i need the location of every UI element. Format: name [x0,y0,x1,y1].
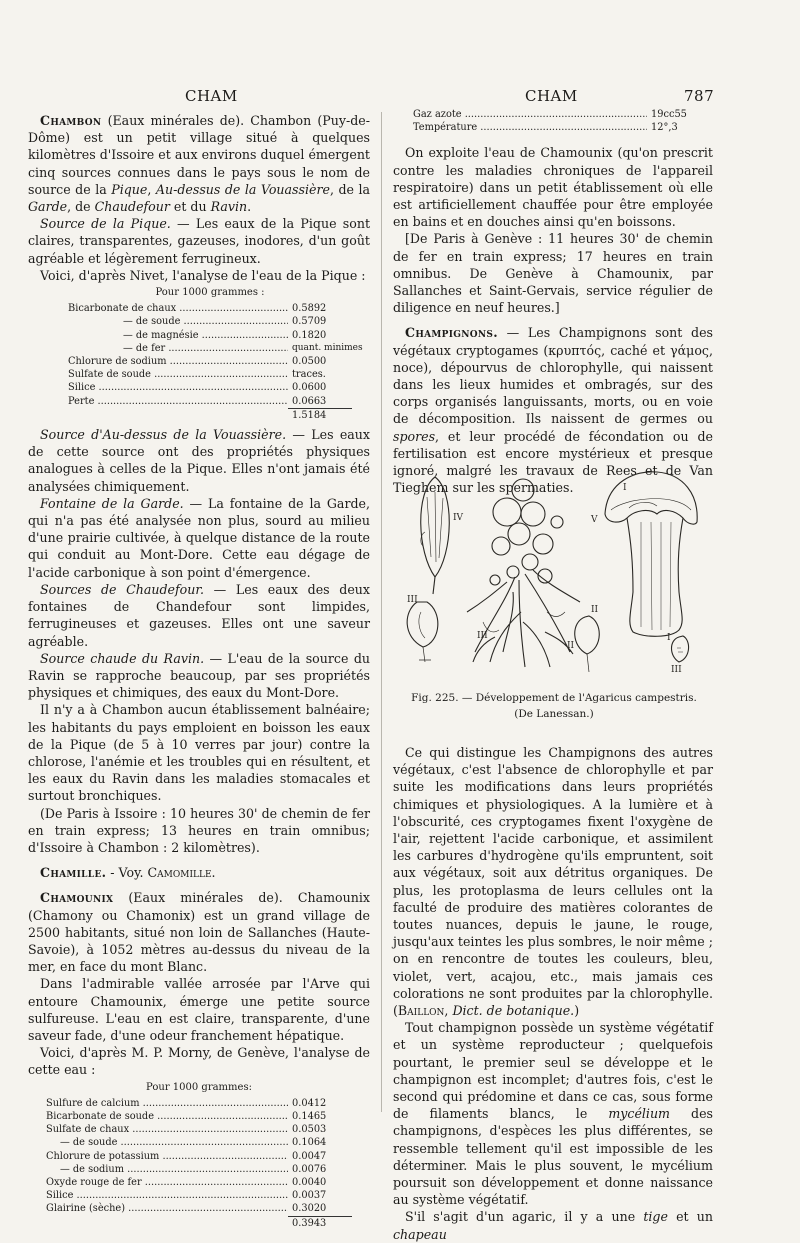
label-ii-center: II [567,641,575,651]
paragraph-exploit: On exploite l'eau de Chamounix (qu'on prescrit contre les maladies chroniques de l'appareil respiratoire) dans un petit établissement où elle est artificiellement chauffée pour être employée en bains et en douches ainsi qu'en boissons. [393,145,713,230]
headword-champignons: Champignons. [405,325,498,341]
citation-work: Dict. de botanique. [452,1003,575,1019]
label-i-cap: I [623,483,627,493]
stage-iii-bulb [407,602,438,662]
stage-i-bulb [672,636,689,662]
label-iii-center: III [477,631,488,641]
cross-reference: Camomille. [147,865,216,881]
stage-ii-bulb [575,616,600,672]
entry-chamille: Chamille. - Voy. Camomille. [40,865,216,881]
right-column-bottom [393,744,713,1243]
agaricus-figure [395,462,705,687]
label-iii-bottom: III [671,665,682,675]
headword-chambon: Chambon [40,113,102,128]
paragraph-pique: Source de la Pique. — Les eaux de la Pique sont claires, transparentes, gazeuses, inodores, d'un goût agréable et légèrement ferrugineux. [28,216,371,266]
paragraph-tout-champignon: Tout champignon possède un système végétatif et un système reproducteur ; quelquefois pourtant, le premier seul se développe et le champignon est incomplet; d'autres fois, c'est le second qui prédomine et dans ce cas, sous forme de filaments blancs, le mycélium des champignons, d'espèces les plus différentes, se ressemble tellement qu'il est impossible de les déterminer. Mais le plus souvent, le mycélium poursuit son développement et donne naissance au système végétatif. [393,1020,714,1208]
table-total: 0.3943 [288,1216,352,1230]
label-i-bulb: I [667,633,671,643]
paragraph-ravin: Source chaude du Ravin. — L'eau de la source du Ravin se rapproche beaucoup, par ses propriétés physiques et chimiques, des eaux du Mont-Dore. [28,650,370,701]
table-caption: Pour 1000 grammes : [155,287,265,299]
column-divider [381,112,382,1112]
label-ii-right: II [591,605,599,615]
stage-v-section [605,472,697,636]
figure-caption: Fig. 225. — Développement de l'Agaricus campestris. [411,692,697,704]
page-number: 787 [684,87,715,105]
table-caption: Pour 1000 grammes: [146,1081,252,1093]
entry-chambon: Chambon (Eaux minérales de). Chambon (Puy-de-Dôme) est un petit village situé à quelques kilomètres d'Issoire et aux environs duquel émergent cinq sources connues dans le pays sous le nom de source de la Pique, Au-dessus de la Vouassière, de la Garde, de Chaudefour et du Ravin. [28,113,370,215]
label-iv: IV [453,513,464,523]
paragraph-travel: (De Paris à Issoire : 10 heures 30' de chemin de fer en train express; 13 heures en train omnibus; d'Issoire à Chambon : 2 kilomètres). [28,805,370,855]
right-column-top [393,108,713,496]
paragraph-morny: Voici, d'après M. P. Morny, de Genève, l'analyse de cette eau : [28,1045,370,1078]
paragraph-chaudefour: Sources de Chaudefour. — Les eaux des deux fontaines de Chandefour sont limpides, ferrugineuses et gazeuses. Elles ont une saveur agréable. [28,581,370,649]
headword-chamille: Chamille. [40,865,107,881]
headword-chamounix: Chamounix [40,890,114,906]
analysis-table-chamounix: Pour 1000 grammes: Sulfure de calcium ..... 0.0412 Bicarbonate de soude ..... 0.1465 Sulfate de chaux ..... 0.0503 — de soude ..... 0.1064 Chlorure de potassium ..... 0.0047 — de sodium ..... 0.0076 Oxyde rouge de fer ..... 0.0040 Silice ..... 0.0037 Glairine (sèche) ..... 0.3020 0.3943 [46,1081,352,1230]
paragraph-distingue: Ce qui distingue les Champignons des autres végétaux, c'est l'absence de chlorophylle et par suite les modifications dans leurs propriétés chimiques et physiologiques. A la lumière et à l'obscurité, ces cryptogames fixent l'oxygène de l'air, rejettent l'acide carbonique, et assimilent les carbures d'hydrogène qu'ils empruntent, soit aux végétaux, soit aux détritus organiques. De plus, les protoplasma de leurs cellules ont la faculté de produire des matières colorantes de toutes nuances, depuis le jaune, le rouge, jusqu'aux teintes les plus sombres, le noir même ; on en rencontre de toutes les couleurs, bleu, violet, vert, acajou, etc., mais jamais ces colorations ne sont produites par la chlorophylle. (Baillon, Dict. de botanique.) [393,745,713,1019]
paragraph-geneve: [De Paris à Genève : 11 heures 30' de chemin de fer en train express; 17 heures en train omnibus. De Genève à Chamounix, par Sallanches et Saint-Gervais, service régulier de diligence en neuf heures.] [393,231,713,316]
paragraph-vouassiere: Source d'Au-dessus de la Vouassière. — Les eaux de cette source ont des propriétés physiques analogues à celles de la Pique. Elles n'ont jamais été analysées chimiquement. [28,427,370,494]
entry-chamounix: Chamounix (Eaux minérales de). Chamounix (Chamony ou Chamonix) est un grand village de 2500 habitants, situé non loin de Sallanches (Haute-Savoie), à 1052 mètres au-dessus du niveau de la mer, en face du mont Blanc. [28,890,370,975]
citation-author: (Baillon, [393,1003,453,1019]
running-head-left: CHAM [185,87,238,105]
analysis-table-pique: Pour 1000 grammes : Bicarbonate de chaux ..... 0.5892 — de soude ..... 0.5709 — de magnésie ..... 0.1820 — de fer ..... quant. minimes Chlorure de sodium ..... 0.0500 Sulfate de soude ..... traces. Silice ..... 0.0600 Perte ..... 0.0663 1.5184 [68,286,352,422]
table-total: 1.5184 [288,408,352,422]
stage-iv-sporophore [421,477,450,594]
label-iii-left: III [407,595,418,605]
paragraph-arve: Dans l'admirable vallée arrosée par l'Arve qui entoure Chamounix, émerge une petite source sulfureuse. L'eau en est claire, transparente, d'une saveur fade, d'une odeur franchement hépatique. [28,976,370,1043]
gas-temperature-table: Gaz azote ..... 19cc55 Température ..... 12°,3 [413,108,711,134]
entry-champignons: Champignons. — Les Champignons sont des végétaux cryptogames (κρυπτός, caché et γάμος, noce), dépourvus de chlorophylle, qui naissent dans les lieux humides et ombragés, sur des corps organisés languissants, morts, ou en voie de décomposition. Ils naissent de germes ou spores, et leur procédé de fécondation ou de fertilisation est encore mystérieux et presque ignoré, malgré les travaux de Rees et de Van Tieghem sur les spermaties. [393,325,713,496]
paragraph-etablissement: Il n'y a à Chambon aucun établissement balnéaire; les habitants du pays emploient en boisson les eaux de la Pique (de 5 à 10 verres par jour) contre la chlorose, l'anémie et les troubles qui en résultent, et les eaux du Ravin dans les maladies stomacales et surtout bronchiques. [28,702,370,804]
figure-source: (De Lanessan.) [514,708,594,720]
running-head-center: CHAM [525,87,578,105]
label-v: V [591,515,598,525]
paragraph-agaric: S'il s'agit d'un agaric, il y a une tige et un chapeau [393,1209,713,1242]
left-column [28,112,370,1234]
paragraph-garde: Fontaine de la Garde. — La fontaine de la Garde, qui n'a pas été analysée non plus, sourd au milieu d'une prairie cultivée, à quelque distance de la route qui conduit au Mont-Dore. Cette eau dégage de l'acide carbonique à son point d'émergence. [28,495,370,580]
paragraph-pique-analysis: Voici, d'après Nivet, l'analyse de l'eau de la Pique : [40,267,366,283]
